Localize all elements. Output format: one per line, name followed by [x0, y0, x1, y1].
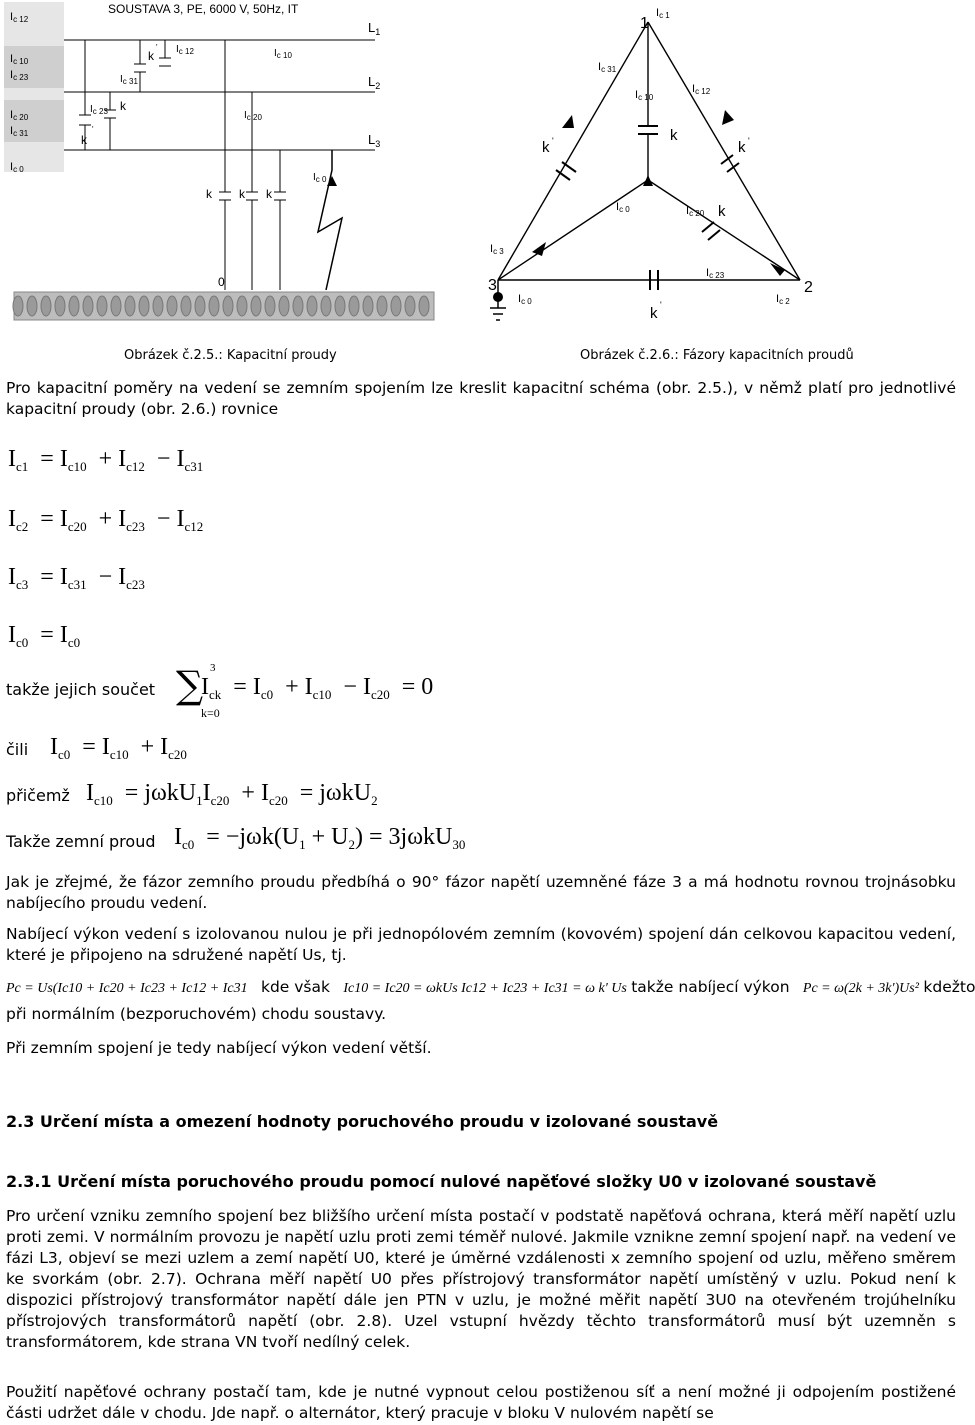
ground-label: 0: [218, 275, 225, 289]
earth-texture: [321, 296, 331, 316]
paragraph-urceni: Pro určení vzniku zemního spojení bez bližšího určení místa postačí v podstatě napěťová ochrana, která měří napětí uzlu proti zemi. V normálním provozu je napětí uzlu proti zemi téměř nulové. Jakmile vznikne zemní spojení např. na vedení ve fázi L3, objeví se mezi uzlem a zemí napětí U0, které je úměrné vzdálenosti x zemního spojení od uzlu, měřeno směrem ke svorkám (obr. 2.7). Ochrana měří napětí U0 přes přístrojový transformátor napětí umístěný v uzlu. Pokud není k dispozici přístrojový transformátor napětí dále jen PTN v uzlu, je možné měřit napětí 3U0 na otevřeném trojúhelníku přístrojových transformátorů napětí (obr. 2.8). Uzel vstupní hvězdy těchto transformátorů musí být uzemněn s transformátorem, kde strana VN tvoří nedílný celek.: [6, 1207, 956, 1351]
svg-text:k: k: [81, 133, 87, 147]
svg-text:2: 2: [804, 279, 813, 296]
paragraph-pouziti: Použití napěťové ochrany postačí tam, kde je nutné vypnout celou postiženou síť a není možné ji odpojením postižené části udržet dále v chodu. Jde např. o alternátor, který pracuje v bloku V nulovém napětí se: [6, 1383, 956, 1422]
pricemz-label: přičemž: [6, 786, 70, 805]
svg-text:Ic 23: Ic 23: [706, 267, 725, 280]
svg-text:Ic 20: Ic 20: [686, 205, 705, 218]
svg-text:Ic 10: Ic 10: [635, 89, 654, 102]
earth-texture: [13, 296, 23, 316]
paragraph-nabijeci: Nabíjecí výkon vedení s izolovanou nulou je při jednopólovém zemním (kovovém) spojení dán celkovou kapacitou vedení, které je připojeno na sdružené napětí Us, tj.: [6, 925, 956, 964]
svg-text:': ': [552, 136, 554, 146]
paragraph-90deg: Jak je zřejmé, že fázor zemního proudu předbíhá o 90° fázor napětí uzemněné fáze 3 a má hodnotu rovnou trojnásobku nabíjecího proudu vedení.: [6, 873, 956, 912]
earth-texture: [279, 296, 289, 316]
earth-texture: [195, 296, 205, 316]
svg-text:Ic 3: Ic 3: [490, 243, 504, 256]
svg-text:Ic 10: $I_{c 10}$: [274, 48, 292, 60]
svg-text:k: k: [148, 49, 154, 63]
svg-text:Ic 0: Ic 0: [518, 293, 532, 306]
heading-2-3: 2.3 Určení místa a omezení hodnoty poruchového proudu v izolované soustavě: [6, 1112, 719, 1131]
earth-texture: [209, 296, 219, 316]
svg-text:': ': [748, 136, 750, 146]
sum-label: takže jejich součet: [6, 680, 156, 699]
svg-text:Ic 23: $I_{c 23}$: [90, 104, 108, 116]
paragraph-vetsi: Při zemním spojení je tedy nabíjecí výkon vedení větší.: [6, 1039, 432, 1057]
heading-2-3-1: 2.3.1 Určení místa poruchového proudu pomocí nulové napěťové složky U0 v izolované soustavě: [6, 1172, 877, 1191]
equation-zemni: $I_{c0} = -j\omega k(U_1 + U_2) = 3j\omega kU_{30}$: [174, 824, 466, 852]
equation-ic1: $I_{c1} = I_{c10} + I_{c12} - I_{c31}$: [8, 446, 204, 474]
figure2-caption: Obrázek č.2.6.: Fázory kapacitních proudů: [580, 348, 854, 363]
earth-texture: [181, 296, 191, 316]
figure-capacitive-currents: [0, 0, 440, 340]
earth-texture: [97, 296, 107, 316]
earth-texture: [405, 296, 415, 316]
svg-text:k: k: [718, 203, 726, 220]
svg-text:Ic 31: Ic 31: [598, 61, 617, 74]
figure1-title: SOUSTAVA 3, PE, 6000 V, 50Hz, IT: [108, 2, 299, 16]
svg-text:Ic 2: Ic 2: [776, 293, 790, 306]
cili-label: čili: [6, 740, 29, 759]
svg-text:Ic 31: Ic 31: [10, 125, 29, 138]
svg-text:Ic 10: Ic 10: [10, 53, 29, 66]
figure-phasor-diagram: [470, 0, 840, 340]
svg-text:': ': [660, 300, 662, 310]
line-current-labels: [90, 44, 327, 184]
earth-texture: [419, 296, 429, 316]
earth-texture: [83, 296, 93, 316]
svg-text:L2: $L_2$: [368, 74, 381, 91]
svg-text:k: k: [650, 305, 658, 322]
svg-text:3: 3: [488, 277, 497, 294]
label-ic12: Ic 12: [10, 11, 29, 24]
svg-text:L1: $L_1$: [368, 20, 381, 37]
sum-equation: $I_{ck} = I_{c0} + I_{c10} - I_{c20} = 0$: [201, 674, 434, 702]
svg-text:k: k: [120, 99, 126, 113]
phase-labels: [368, 20, 380, 149]
svg-text:L3: $L_3$: [368, 132, 381, 149]
equation-ic3: $I_{c3} = I_{c31} - I_{c23}$: [8, 564, 145, 592]
svg-text:Ic 31: $I_{c 31}$: [120, 74, 138, 86]
earth-texture: [251, 296, 261, 316]
equation-pricemz: $I_{c10} = j\omega kU_1I_{c20} + I_{c20} = j\omega kU_2$: [86, 780, 378, 808]
formula-line: Pc = Us(Ic10 + Ic20 + Ic23 + Ic12 + Ic31 kde však Ic10 = Ic20 = ωkUs Ic12 + Ic23 + Ic31 = ω k' Us takže nabíjecí výkon Pc = ω(2k + 3k')Us² kdežto: [6, 978, 975, 996]
phasor-k-labels: [542, 127, 750, 322]
svg-text:': ': [156, 43, 158, 52]
intro-paragraph: Pro kapacitní poměry na vedení se zemním spojením lze kreslit kapacitní schéma (obr. 2.5.), v němž platí pro jednotlivé kapacitní proudy (obr. 2.6.) rovnice: [6, 379, 956, 418]
figure1-caption: Obrázek č.2.5.: Kapacitní proudy: [124, 348, 337, 363]
svg-text:1: 1: [640, 15, 649, 32]
svg-text:Ic 0: Ic 0: [616, 201, 630, 214]
equation-ic0: $I_{c0} = I_{c0}$: [8, 622, 81, 650]
svg-text:Ic 20: $I_{c 20}$: [244, 110, 262, 122]
earth-texture: [223, 296, 233, 316]
earth-texture: [293, 296, 303, 316]
svg-text:Ic 1: Ic 1: [656, 7, 670, 20]
svg-text:k: k: [266, 187, 272, 201]
svg-text:k: k: [542, 139, 550, 156]
equation-cili: $I_{c0} = I_{c10} + I_{c20}$: [50, 734, 187, 762]
earth-texture: [153, 296, 163, 316]
svg-text:Ic 12: Ic 12: [692, 83, 711, 96]
svg-text:k: k: [670, 127, 678, 144]
sum-symbol: ∑: [176, 663, 204, 707]
equation-ic2: $I_{c2} = I_{c20} + I_{c23} - I_{c12}$: [8, 506, 204, 534]
svg-text:Ic 23: Ic 23: [10, 69, 29, 82]
earth-texture: [363, 296, 373, 316]
svg-text:k: k: [239, 187, 245, 201]
earth-texture: [125, 296, 135, 316]
svg-text:k: k: [206, 187, 212, 201]
earth-texture: [69, 296, 79, 316]
phase-lines: [64, 40, 375, 290]
svg-text:Ic 12: $I_{c 12}$: [176, 44, 194, 56]
svg-text:Ic 20: Ic 20: [10, 109, 29, 122]
svg-text:k: k: [738, 139, 746, 156]
svg-text:Ic 0: Ic 0: [10, 161, 24, 174]
earth-texture: [377, 296, 387, 316]
earth-texture: [391, 296, 401, 316]
earth-texture: [139, 296, 149, 316]
earth-texture: [335, 296, 345, 316]
earth-texture: [55, 296, 65, 316]
earth-texture: [307, 296, 317, 316]
paragraph-normal: při normálním (bezporuchovém) chodu soustavy.: [6, 1005, 387, 1023]
zemni-label: Takže zemní proud: [6, 832, 156, 851]
svg-text:': ': [92, 125, 94, 134]
earth-texture: [237, 296, 247, 316]
earth-texture: [111, 296, 121, 316]
svg-text:Ic 0: $I_{c 0}$: [313, 172, 327, 184]
earth-texture: [41, 296, 51, 316]
earth-texture: [349, 296, 359, 316]
phasor-current-labels: [490, 7, 790, 306]
earth-texture: [27, 296, 37, 316]
earth-texture: [265, 296, 275, 316]
earth-texture: [167, 296, 177, 316]
